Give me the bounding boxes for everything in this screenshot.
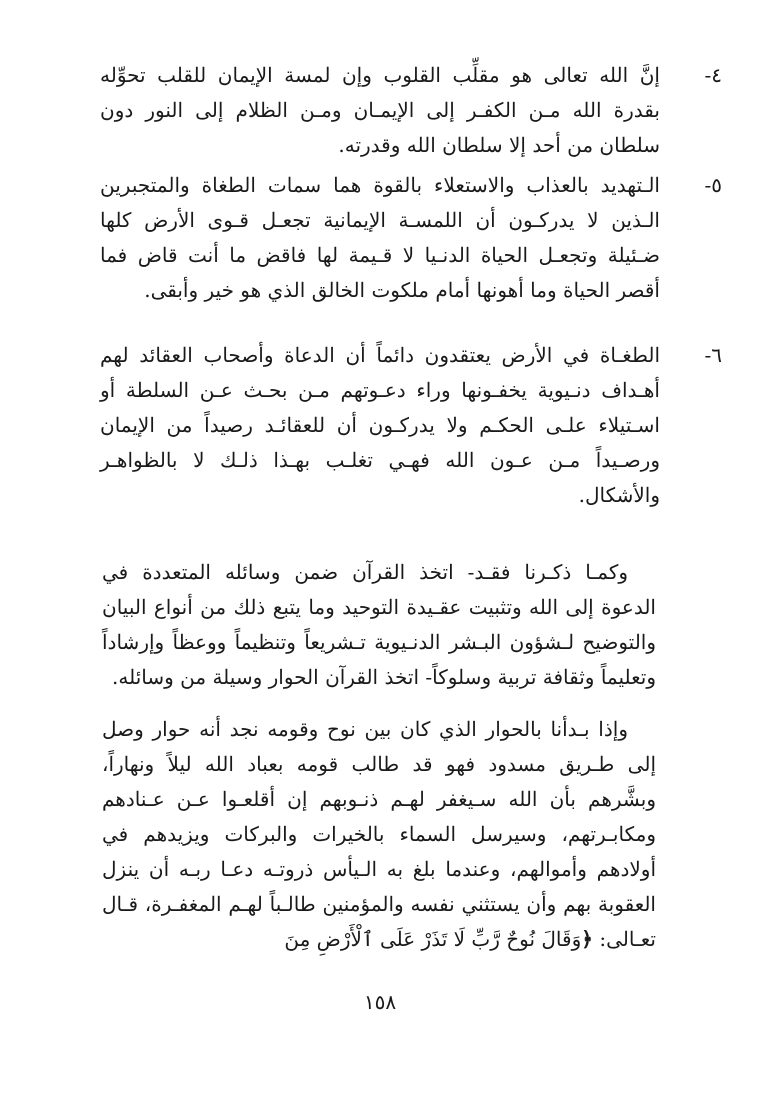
list-item-5 <box>100 168 722 308</box>
body-paragraph <box>102 712 656 957</box>
body-paragraph: وكمـا ذكـرنا فقـد- اتخذ القرآن ضمن وسائله المتعددة في الدعوة إلى الله وتثبيت عقـيدة التوحيد وما يتبع ذلك من أنواع البيان والتوضيح لـشؤون البـشر الدنـيوية تـشريعاً وتنظيماً ووعظاً وإرشاداً وتعليماً وثقافة تربية وسلوكاً- اتخذ القرآن الحوار وسيلة من وسائله. <box>102 560 656 689</box>
quran-bracket: ﴿ <box>581 927 593 951</box>
item-number: ٤- <box>704 63 722 87</box>
quran-quote: وَقَالَ نُوحٌ رَّبِّ لَا تَذَرْ عَلَى ٱلْأَرْضِ مِنَ <box>284 927 582 951</box>
list-item-6 <box>100 338 722 513</box>
page-number: ١٥٨ <box>363 990 397 1014</box>
item-text: الـتهديد بالعذاب والاستعلاء بالقوة هما سمات الطغاة والمتجبرين الـذين لا يدركـون أن اللمسـة الإيمانية تجعـل قـوى الأرض كلها ضـئيلة وتجعـل الحياة الدنـيا لا قـيمة لها فاقض ما أنت قاض فما أقصر الحياة وما أهونها أمام ملكوت الخالق الذي هو خير وأبقى. <box>100 173 660 302</box>
item-number: ٦- <box>704 343 722 367</box>
item-text: إنَّ الله تعالى هو مقلِّب القلوب وإن لمسة الإيمان للقلب تحوِّله بقدرة الله مـن الكفـر إلى الإيمـان ومـن الظلام إلى النور دون سلطان من أحد إلا سلطان الله وقدرته. <box>100 63 660 157</box>
item-number: ٥- <box>704 173 722 197</box>
list-item-4 <box>100 58 722 163</box>
item-text: الطغـاة في الأرض يعتقدون دائماً أن الدعاة وأصحاب العقائد لهم أهـداف دنـيوية يخفـونها وراء دعـوتهم مـن بحـث عـن السلطة أو اسـتيلاء علـى الحكـم ولا يدركـون أن للعقائـد رصيداً من الإيمان ورصـيداً مـن عـون الله فهـي تغلـب بهـذا ذلـك لا بالظواهـر والأشكال. <box>100 343 661 507</box>
paragraph-text: وإذا بـدأنا بالحوار الذي كان بين نوح وقومه نجد أنه حوار وصل إلى طـريق مسدود فهو قد طالب قومه بعباد الله ليلاً ونهاراً، وبشَّرهم بأن الله سـيغفر لهـم ذنـوبهم إن أقلعـوا عـن عـنادهم ومكابـرتهم، وسيرسل السماء بالخيرات والبركات ويزيدهم في أولادهم وأموالهم، وعندما بلغ به الـيأس ذروتـه دعـا ربـه أن ينزل العقوبة بهم وأن يستثني نفسه والمؤمنين طالـباً لهـم المغفـرة، قـال تعـالى: <box>102 717 656 951</box>
